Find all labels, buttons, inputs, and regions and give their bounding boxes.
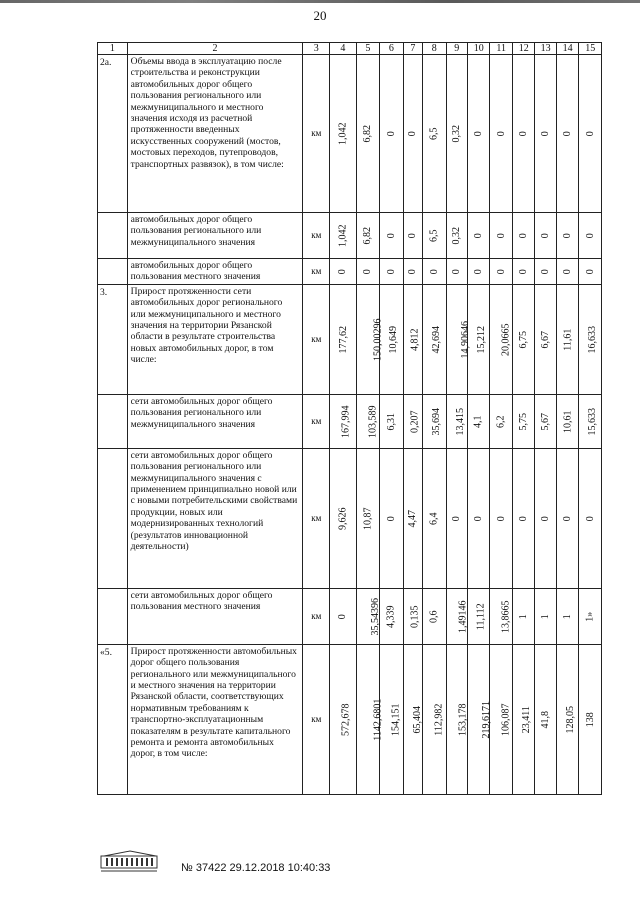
value-cell	[512, 259, 534, 285]
value-text: 15,212	[476, 325, 488, 354]
value-text: 0	[518, 268, 529, 274]
value-cell	[556, 448, 578, 588]
row-description: Прирост протяженности сети автомобильных дорог регионального или межмуниципального и местного значения на территории Рязанской области в результате строительства новых автомобильных дорог, в том числе:	[127, 284, 303, 394]
value-text: 0	[473, 233, 485, 238]
value-text: 0	[561, 131, 573, 136]
header-col-9: 9	[446, 43, 467, 55]
row-unit: км	[303, 448, 330, 588]
value-cell	[468, 588, 490, 644]
value-text: 0	[473, 131, 485, 136]
value-cell	[556, 394, 578, 448]
value-cell	[490, 394, 512, 448]
value-text: 20,0665	[501, 323, 513, 356]
value-text: 0	[362, 268, 374, 274]
value-cell	[446, 213, 467, 259]
value-cell	[579, 448, 602, 588]
value-text: 0	[584, 515, 596, 521]
value-cell	[512, 588, 534, 644]
value-cell	[423, 55, 447, 213]
value-cell	[512, 213, 534, 259]
scan-top-edge	[0, 0, 640, 3]
value-text: 0	[473, 515, 485, 521]
header-col-14: 14	[556, 43, 578, 55]
row-index	[98, 588, 128, 644]
value-text: 4,47	[407, 509, 419, 528]
value-cell	[468, 644, 493, 794]
value-cell	[556, 55, 578, 213]
value-cell	[423, 213, 447, 259]
value-text: 128,05	[564, 705, 576, 734]
value-cell	[556, 588, 578, 644]
value-cell	[423, 284, 447, 394]
value-cell	[556, 284, 578, 394]
value-text: 219,6171	[481, 700, 493, 739]
value-text: 0	[385, 131, 397, 136]
value-cell	[579, 588, 602, 644]
value-text: 153,178	[457, 703, 469, 736]
value-text: 112,982	[433, 703, 445, 736]
value-text: 23,411	[520, 705, 532, 733]
row-description: сети автомобильных дорог общего пользования регионального или межмуниципального значения	[127, 394, 303, 448]
header-col-1: 1	[98, 43, 128, 55]
value-cell	[579, 284, 602, 394]
table-row	[98, 394, 602, 448]
value-text: 0	[561, 515, 573, 521]
value-text: 1,49146	[457, 600, 469, 633]
value-cell	[535, 588, 556, 644]
value-cell	[446, 55, 467, 213]
value-cell	[490, 448, 512, 588]
value-text: 106,087	[501, 703, 513, 736]
value-cell	[356, 448, 380, 588]
value-cell	[403, 284, 422, 394]
header-col-12: 12	[512, 43, 534, 55]
value-text: 6,75	[518, 330, 529, 349]
value-text: 6,4	[428, 512, 440, 525]
value-cell	[380, 259, 404, 285]
value-text: 16,633	[587, 325, 599, 354]
row-unit: км	[303, 55, 330, 213]
value-text: 0	[451, 515, 463, 521]
value-cell	[423, 448, 447, 588]
value-cell	[380, 55, 404, 213]
value-text: 0	[337, 613, 349, 619]
value-cell	[535, 394, 556, 448]
value-text: 4,339	[385, 605, 397, 628]
table-row	[98, 284, 602, 394]
page-number: 20	[313, 8, 327, 23]
value-text: 65,404	[411, 705, 423, 734]
value-cell	[535, 259, 556, 285]
value-cell	[446, 284, 471, 394]
table-row	[98, 588, 602, 644]
row-unit: км	[303, 644, 330, 794]
table-row	[98, 213, 602, 259]
value-cell	[579, 644, 602, 794]
value-cell	[446, 394, 467, 448]
value-text: 0	[337, 268, 349, 274]
value-text: 13,8665	[501, 600, 513, 633]
value-text: 0	[518, 131, 529, 136]
value-cell	[403, 448, 422, 588]
header-col-8: 8	[423, 43, 447, 55]
row-index	[98, 448, 128, 588]
value-cell	[356, 284, 384, 394]
value-text: 14,90646	[459, 320, 471, 359]
indicators-table	[97, 42, 602, 795]
value-text: 138	[584, 711, 596, 727]
value-cell	[423, 644, 447, 794]
value-text: 10,61	[562, 410, 574, 433]
value-text: 0	[428, 268, 440, 274]
value-cell	[579, 394, 602, 448]
header-col-11: 11	[490, 43, 512, 55]
value-cell	[535, 448, 556, 588]
table-row	[98, 55, 602, 213]
value-cell	[535, 213, 556, 259]
value-text: 0,32	[451, 226, 463, 245]
value-text: 0	[584, 268, 596, 274]
value-text: 0	[539, 233, 551, 238]
value-text: 11,112	[475, 602, 487, 630]
value-cell	[423, 588, 447, 644]
value-cell	[403, 259, 422, 285]
table-header-row	[98, 43, 602, 55]
row-description: сети автомобильных дорог общего пользования регионального или межмуниципального значения с применением принципиально новой или с новыми потребительскими свойствами продукции, новых или модернизированных технологий (результатов инновационной деятельности)	[127, 448, 303, 588]
table-row	[98, 448, 602, 588]
value-text: 0	[561, 233, 573, 238]
value-cell	[403, 394, 422, 448]
value-cell	[356, 55, 380, 213]
row-index	[98, 394, 128, 448]
registration-stamp-logo	[100, 850, 160, 876]
value-text: 1»	[584, 611, 596, 622]
value-cell	[330, 644, 357, 794]
value-text: 1,042	[337, 224, 349, 247]
value-text: 0	[385, 515, 397, 521]
value-cell	[330, 448, 357, 588]
value-cell	[535, 55, 556, 213]
value-text: 0	[407, 233, 419, 238]
header-col-5: 5	[356, 43, 380, 55]
value-text: 0,135	[409, 605, 421, 628]
table-row	[98, 644, 602, 794]
row-unit: км	[303, 213, 330, 259]
value-cell	[356, 588, 380, 644]
value-text: 11,61	[562, 328, 574, 351]
value-cell	[446, 588, 467, 644]
value-text: 0	[495, 268, 507, 274]
value-cell	[512, 55, 534, 213]
value-cell	[446, 448, 467, 588]
value-cell	[490, 55, 512, 213]
value-cell	[512, 644, 534, 794]
value-text: 167,994	[340, 405, 352, 438]
value-text: 0	[495, 131, 507, 136]
value-cell	[579, 55, 602, 213]
value-cell	[468, 55, 490, 213]
value-text: 0	[539, 515, 551, 521]
row-index	[98, 213, 128, 259]
value-cell	[490, 644, 512, 794]
value-cell	[490, 588, 512, 644]
value-cell	[423, 259, 447, 285]
value-cell	[556, 213, 578, 259]
value-cell	[556, 259, 578, 285]
value-text: 1	[518, 613, 529, 619]
value-text: 1,042	[337, 122, 349, 145]
value-cell	[356, 259, 380, 285]
value-cell	[356, 394, 380, 448]
value-text: 0	[539, 268, 551, 274]
value-text: 4,812	[409, 328, 421, 351]
value-cell	[490, 284, 512, 394]
value-text: 6,67	[539, 330, 551, 349]
value-text: 572,678	[340, 703, 352, 736]
row-description: Прирост протяженности автомобильных дорог общего пользования регионального или межмуниципального и местного значения на территории Рязанской области, соответствующих нормативным требованиям к транспортно-эксплуатационным показателям в результате капитального ремонта и ремонта автомобильных дорог, в том числе:	[127, 644, 303, 794]
value-text: 0	[451, 268, 463, 274]
value-cell	[330, 259, 357, 285]
value-cell	[380, 213, 404, 259]
value-text: 6,5	[428, 127, 440, 140]
header-col-10: 10	[468, 43, 490, 55]
value-text: 0	[473, 268, 485, 274]
value-cell	[330, 284, 357, 394]
table-row	[98, 259, 602, 285]
value-text: 0	[518, 233, 529, 238]
value-cell	[403, 588, 422, 644]
value-cell	[330, 55, 357, 213]
row-index	[98, 259, 128, 285]
header-col-2: 2	[127, 43, 303, 55]
row-description: автомобильных дорог общего пользования регионального или межмуниципального значения	[127, 213, 303, 259]
value-text: 1142,6801	[371, 698, 383, 741]
value-text: 9,626	[337, 507, 349, 530]
value-text: 6,31	[385, 412, 397, 431]
value-text: 6,2	[495, 415, 507, 428]
value-cell	[468, 259, 490, 285]
row-description: сети автомобильных дорог общего пользования местного значения	[127, 588, 303, 644]
value-cell	[512, 284, 534, 394]
value-cell	[468, 213, 490, 259]
value-text: 6,5	[428, 229, 440, 242]
value-text: 35,694	[431, 407, 443, 436]
value-cell	[330, 588, 357, 644]
value-text: 10,87	[362, 507, 374, 530]
header-col-6: 6	[380, 43, 404, 55]
value-text: 1	[539, 613, 551, 619]
value-text: 177,62	[338, 325, 350, 354]
value-text: 42,694	[431, 325, 443, 354]
value-text: 0,6	[428, 610, 440, 623]
value-text: 0	[584, 233, 596, 238]
value-text: 0,32	[451, 124, 463, 143]
value-cell	[380, 394, 404, 448]
value-text: 0	[385, 268, 397, 274]
value-cell	[356, 213, 380, 259]
value-text: 103,589	[367, 405, 379, 438]
value-text: 150,00296	[372, 318, 384, 361]
value-text: 10,649	[388, 325, 400, 354]
value-text: 6,82	[362, 226, 374, 245]
value-cell	[512, 394, 534, 448]
value-text: 5,75	[518, 412, 529, 431]
value-cell	[579, 213, 602, 259]
value-cell	[468, 448, 490, 588]
value-cell	[446, 644, 467, 794]
value-cell	[356, 644, 383, 794]
value-text: 0	[584, 131, 596, 136]
value-text: 6,82	[362, 124, 374, 143]
value-text: 0	[561, 268, 573, 274]
value-text: 154,151	[390, 703, 402, 736]
value-text: 0	[518, 515, 529, 521]
row-index: «5.	[98, 644, 128, 794]
row-unit: км	[303, 588, 330, 644]
value-text: 5,67	[539, 412, 551, 431]
value-text: 13,415	[454, 407, 466, 436]
value-cell	[468, 394, 490, 448]
header-col-4: 4	[330, 43, 357, 55]
value-text: 0,207	[409, 410, 421, 433]
value-cell	[403, 644, 422, 794]
row-index: 2а.	[98, 55, 128, 213]
value-cell	[423, 394, 447, 448]
value-cell	[403, 213, 422, 259]
value-cell	[490, 259, 512, 285]
value-text: 15,633	[587, 407, 599, 436]
value-cell	[380, 448, 404, 588]
header-col-13: 13	[535, 43, 556, 55]
value-text: 0	[385, 233, 397, 238]
value-cell	[535, 284, 556, 394]
row-index: 3.	[98, 284, 128, 394]
value-text: 0	[407, 268, 419, 274]
value-cell	[512, 448, 534, 588]
row-description: автомобильных дорог общего пользования местного значения	[127, 259, 303, 285]
value-cell	[446, 259, 467, 285]
value-cell	[490, 213, 512, 259]
value-text: 41,8	[539, 710, 551, 729]
header-col-15: 15	[579, 43, 602, 55]
value-cell	[403, 55, 422, 213]
row-description: Объемы ввода в эксплуатацию после строительства и реконструкции автомобильных дорог общего пользования регионального или межмуниципального и местного значения исходя из расчетной протяженности введенных искусственных сооружений (мостов, мостовых переходов, путепроводов, транспортных развязок), в том числе:	[127, 55, 303, 213]
value-cell	[579, 259, 602, 285]
value-cell	[535, 644, 556, 794]
row-unit: км	[303, 259, 330, 285]
value-cell	[330, 394, 357, 448]
header-col-7: 7	[403, 43, 422, 55]
value-text: 35,54396	[369, 597, 381, 636]
value-text: 1	[561, 613, 573, 619]
header-col-3: 3	[303, 43, 330, 55]
registration-number: № 37422 29.12.2018 10:40:33	[181, 862, 331, 874]
value-text: 4,1	[473, 415, 485, 428]
value-cell	[556, 644, 578, 794]
row-unit: км	[303, 394, 330, 448]
value-text: 0	[495, 233, 507, 238]
value-cell	[380, 588, 404, 644]
value-cell	[330, 213, 357, 259]
value-text: 0	[539, 131, 551, 136]
row-unit: км	[303, 284, 330, 394]
value-text: 0	[407, 131, 419, 136]
value-text: 0	[495, 515, 507, 521]
